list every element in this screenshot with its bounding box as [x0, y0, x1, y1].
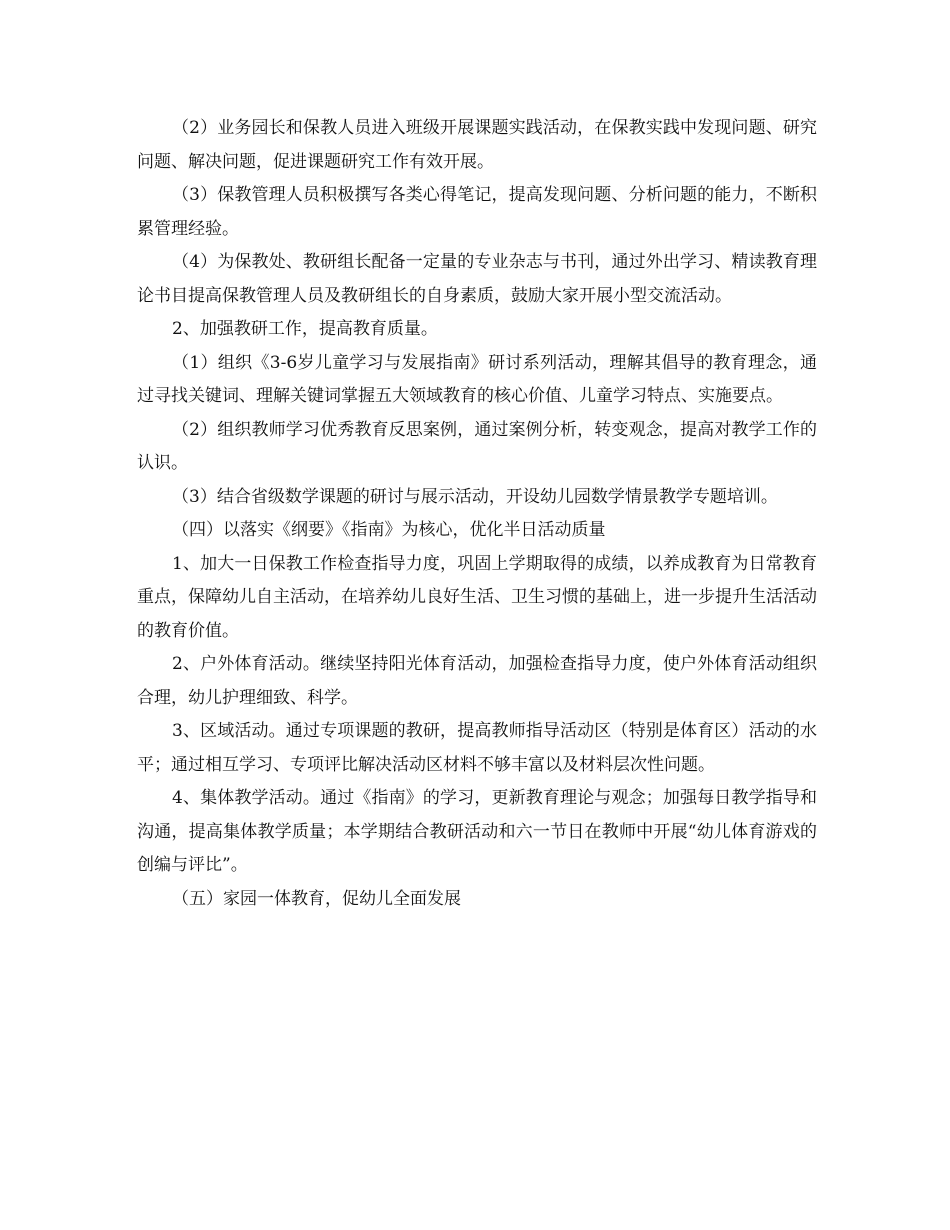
paragraph-item-2-practice: （2）业务园长和保教人员进入班级开展课题实践活动，在保教实践中发现问题、研究问题、解决问题，促进课题研究工作有效开展。 [137, 118, 817, 172]
document-page [137, 112, 817, 916]
paragraph-item-2-case-study: （2）组织教师学习优秀教育反思案例，通过案例分析，转变观念，提高对教学工作的认识。 [137, 419, 817, 473]
paragraph-item-1-guide-seminar: （1）组织《3-6岁儿童学习与发展指南》研讨系列活动，理解其倡导的教育理念，通过寻找关键词、理解关键词掌握五大领域教育的核心价值、儿童学习特点、实施要点。 [137, 352, 817, 406]
paragraph-outdoor-sports: 2、户外体育活动。继续坚持阳光体育活动，加强检查指导力度，使户外体育活动组织合理，幼儿护理细致、科学。 [137, 654, 817, 708]
section-heading-half-day-quality: （四）以落实《纲要》《指南》为核心，优化半日活动质量 [172, 520, 606, 540]
paragraph-group-teaching: 4、集体教学活动。通过《指南》的学习，更新教育理论与观念；加强每日教学指导和沟通，提高集体教学质量；本学期结合教研活动和六一节日在教师中开展“幼儿体育游戏的创编与评比”。 [137, 788, 817, 875]
paragraph-item-4-journals: （4）为保教处、教研组长配备一定量的专业杂志与书刊，通过外出学习、精读教育理论书目提高保教管理人员及教研组长的自身素质，鼓励大家开展小型交流活动。 [137, 252, 817, 306]
section-heading-home-school: （五）家园一体教育，促幼儿全面发展 [172, 888, 461, 909]
paragraph-daily-inspection: 1、加大一日保教工作检查指导力度，巩固上学期取得的成绩，以养成教育为日常教育重点，保障幼儿自主活动，在培养幼儿良好生活、卫生习惯的基础上，进一步提升生活活动的教育价值。 [137, 553, 817, 641]
paragraph-area-activities: 3、区域活动。通过专项课题的教研，提高教师指导活动区（特别是体育区）活动的水平；通过相互学习、专项评比解决活动区材料不够丰富以及材料层次性问题。 [137, 721, 817, 775]
paragraph-item-3-notes: （3）保教管理人员积极撰写各类心得笔记，提高发现问题、分析问题的能力，不断积累管理经验。 [137, 185, 817, 239]
paragraph-item-3-math-training: （3）结合省级数学课题的研讨与展示活动，开设幼儿园数学情景教学专题培训。 [172, 486, 778, 507]
section-heading-teaching-research: 2、加强教研工作，提高教育质量。 [172, 319, 438, 339]
